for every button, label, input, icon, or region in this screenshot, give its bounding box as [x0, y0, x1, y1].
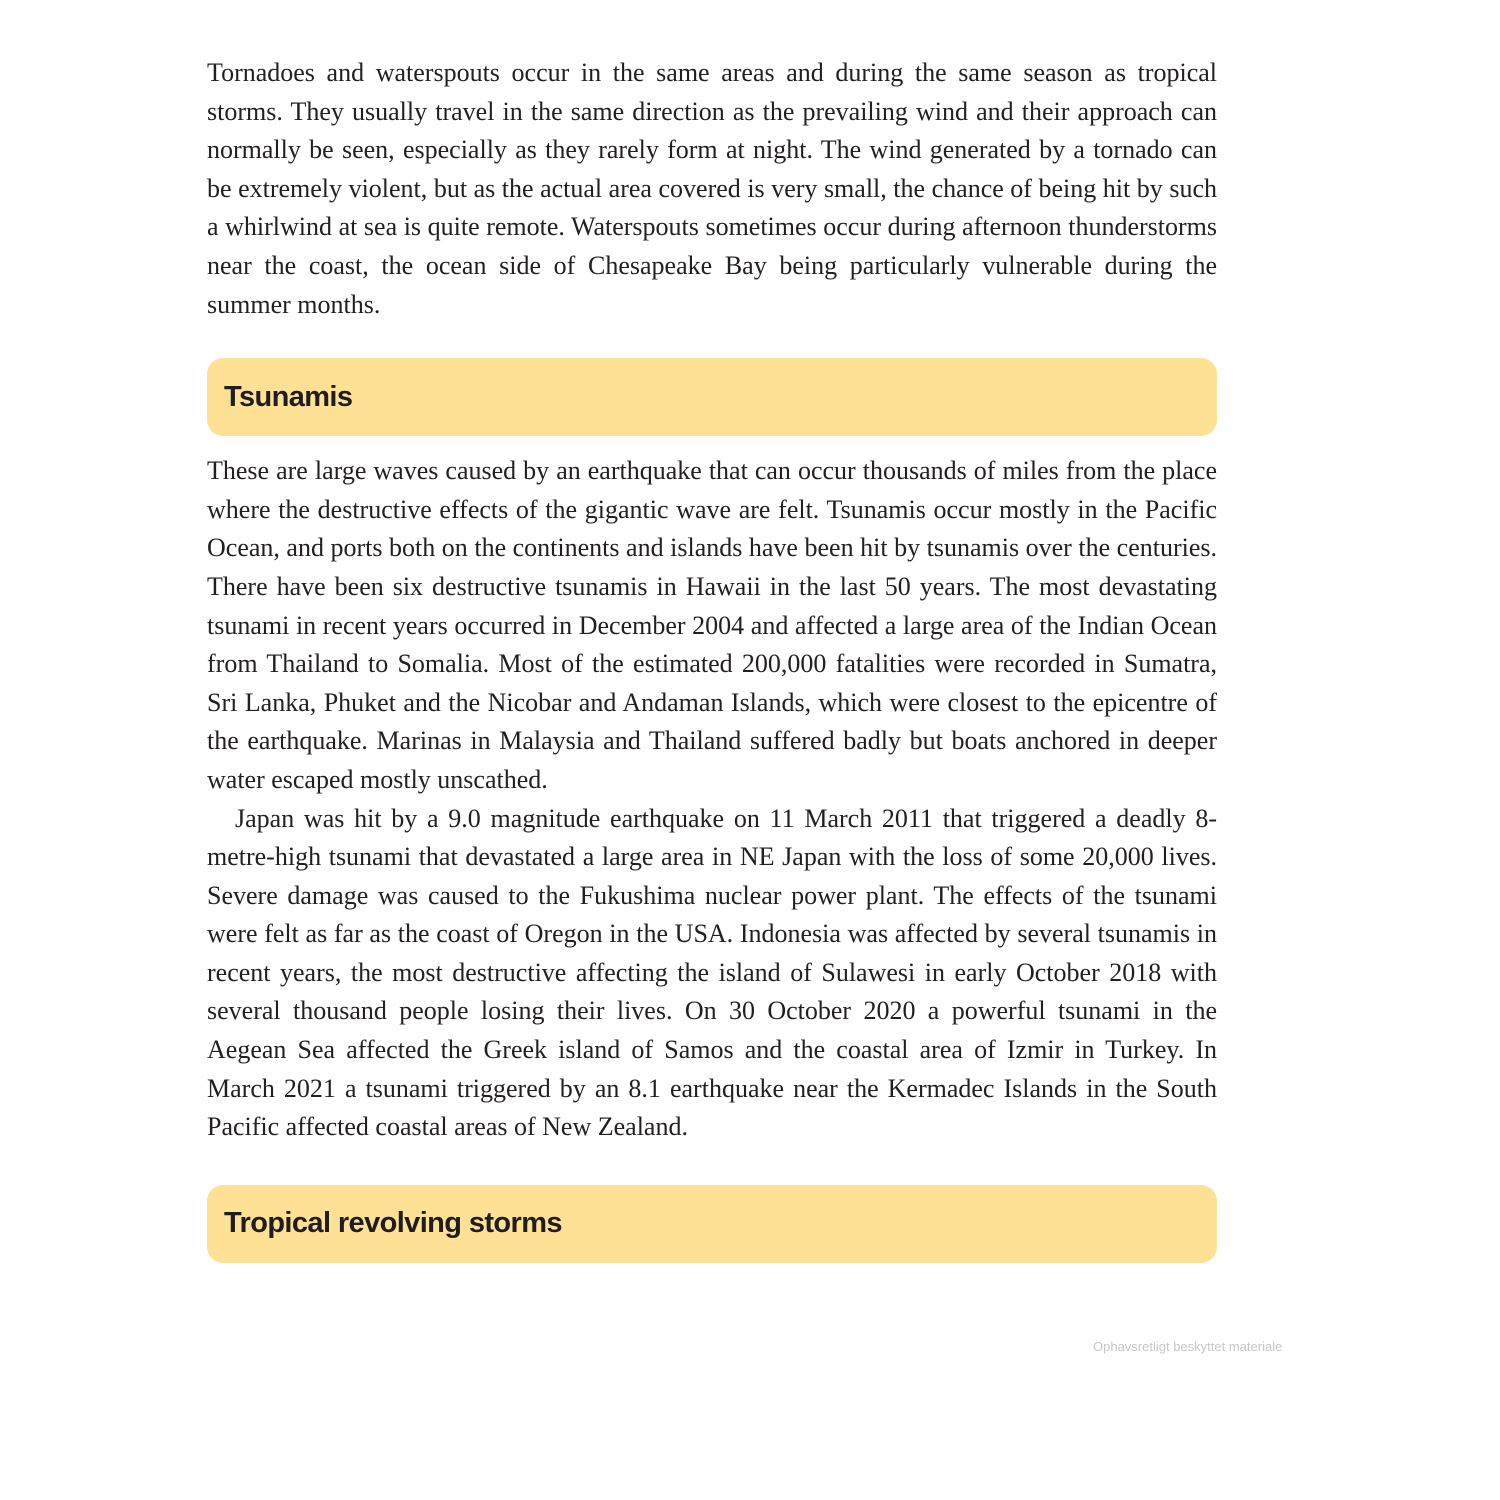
intro-paragraph: Tornadoes and waterspouts occur in the same areas and during the same season as tropical storms. They usually travel in the same direction as the prevailing wind and their approach can normally be seen, especially as they rarely form at night. The wind generated by a tornado can be extremely violent, but as the actual area covered is very small, the chance of being hit by such a whirlwind at sea is quite remote. Waterspouts sometimes occur during afternoon thunderstorms near the coast, the ocean side of Chesapeake Bay being particularly vulnerable during the summer months. [207, 58, 1217, 319]
section-heading-tsunamis: Tsunamis [224, 380, 353, 413]
tsunamis-paragraph-1: These are large waves caused by an earthquake that can occur thousands of miles from the place where the destructive effects of the gigantic wave are felt. Tsunamis occur mostly in the Pacific Ocean, and ports both on the continents and islands have been hit by tsunamis over the centuries. There have been six destructive tsunamis in Hawaii in the last 50 years. The most devastating tsunami in recent years occurred in December 2004 and affected a large area of the Indian Ocean from Thailand to Somalia. Most of the estimated 200,000 fatalities were recorded in Sumatra, Sri Lanka, Phuket and the Nicobar and Andaman Islands, which were closest to the epicentre of the earthquake. Marinas in Malaysia and Thailand suffered badly but boats anchored in deeper water escaped mostly unscathed. [207, 456, 1217, 794]
section-heading-box-tropical-revolving-storms [207, 1185, 1217, 1263]
copyright-watermark: Ophavsretligt beskyttet materiale [1093, 1338, 1283, 1354]
section-heading-box-tsunamis [207, 358, 1217, 436]
watermark-row [0, 1323, 1500, 1383]
tsunamis-paragraph-2: Japan was hit by a 9.0 magnitude earthquake on 11 March 2011 that triggered a deadly 8-metre-high tsunami that devastated a large area in NE Japan with the loss of some 20,000 lives. Severe damage was caused to the Fukushima nuclear power plant. The effects of the tsunami were felt as far as the coast of Oregon in the USA. Indonesia was affected by several tsunamis in recent years, the most destructive affecting the island of Sulawesi in early October 2018 with several thousand people losing their lives. On 30 October 2020 a powerful tsunami in the Aegean Sea affected the Greek island of Samos and the coastal area of Izmir in Turkey. In March 2021 a tsunami triggered by an 8.1 earthquake near the Kermadec Islands in the South Pacific affected coastal areas of New Zealand. [207, 803, 1217, 1142]
section-heading-tropical-revolving-storms: Tropical revolving storms [224, 1207, 562, 1240]
page-content [207, 0, 1217, 1263]
